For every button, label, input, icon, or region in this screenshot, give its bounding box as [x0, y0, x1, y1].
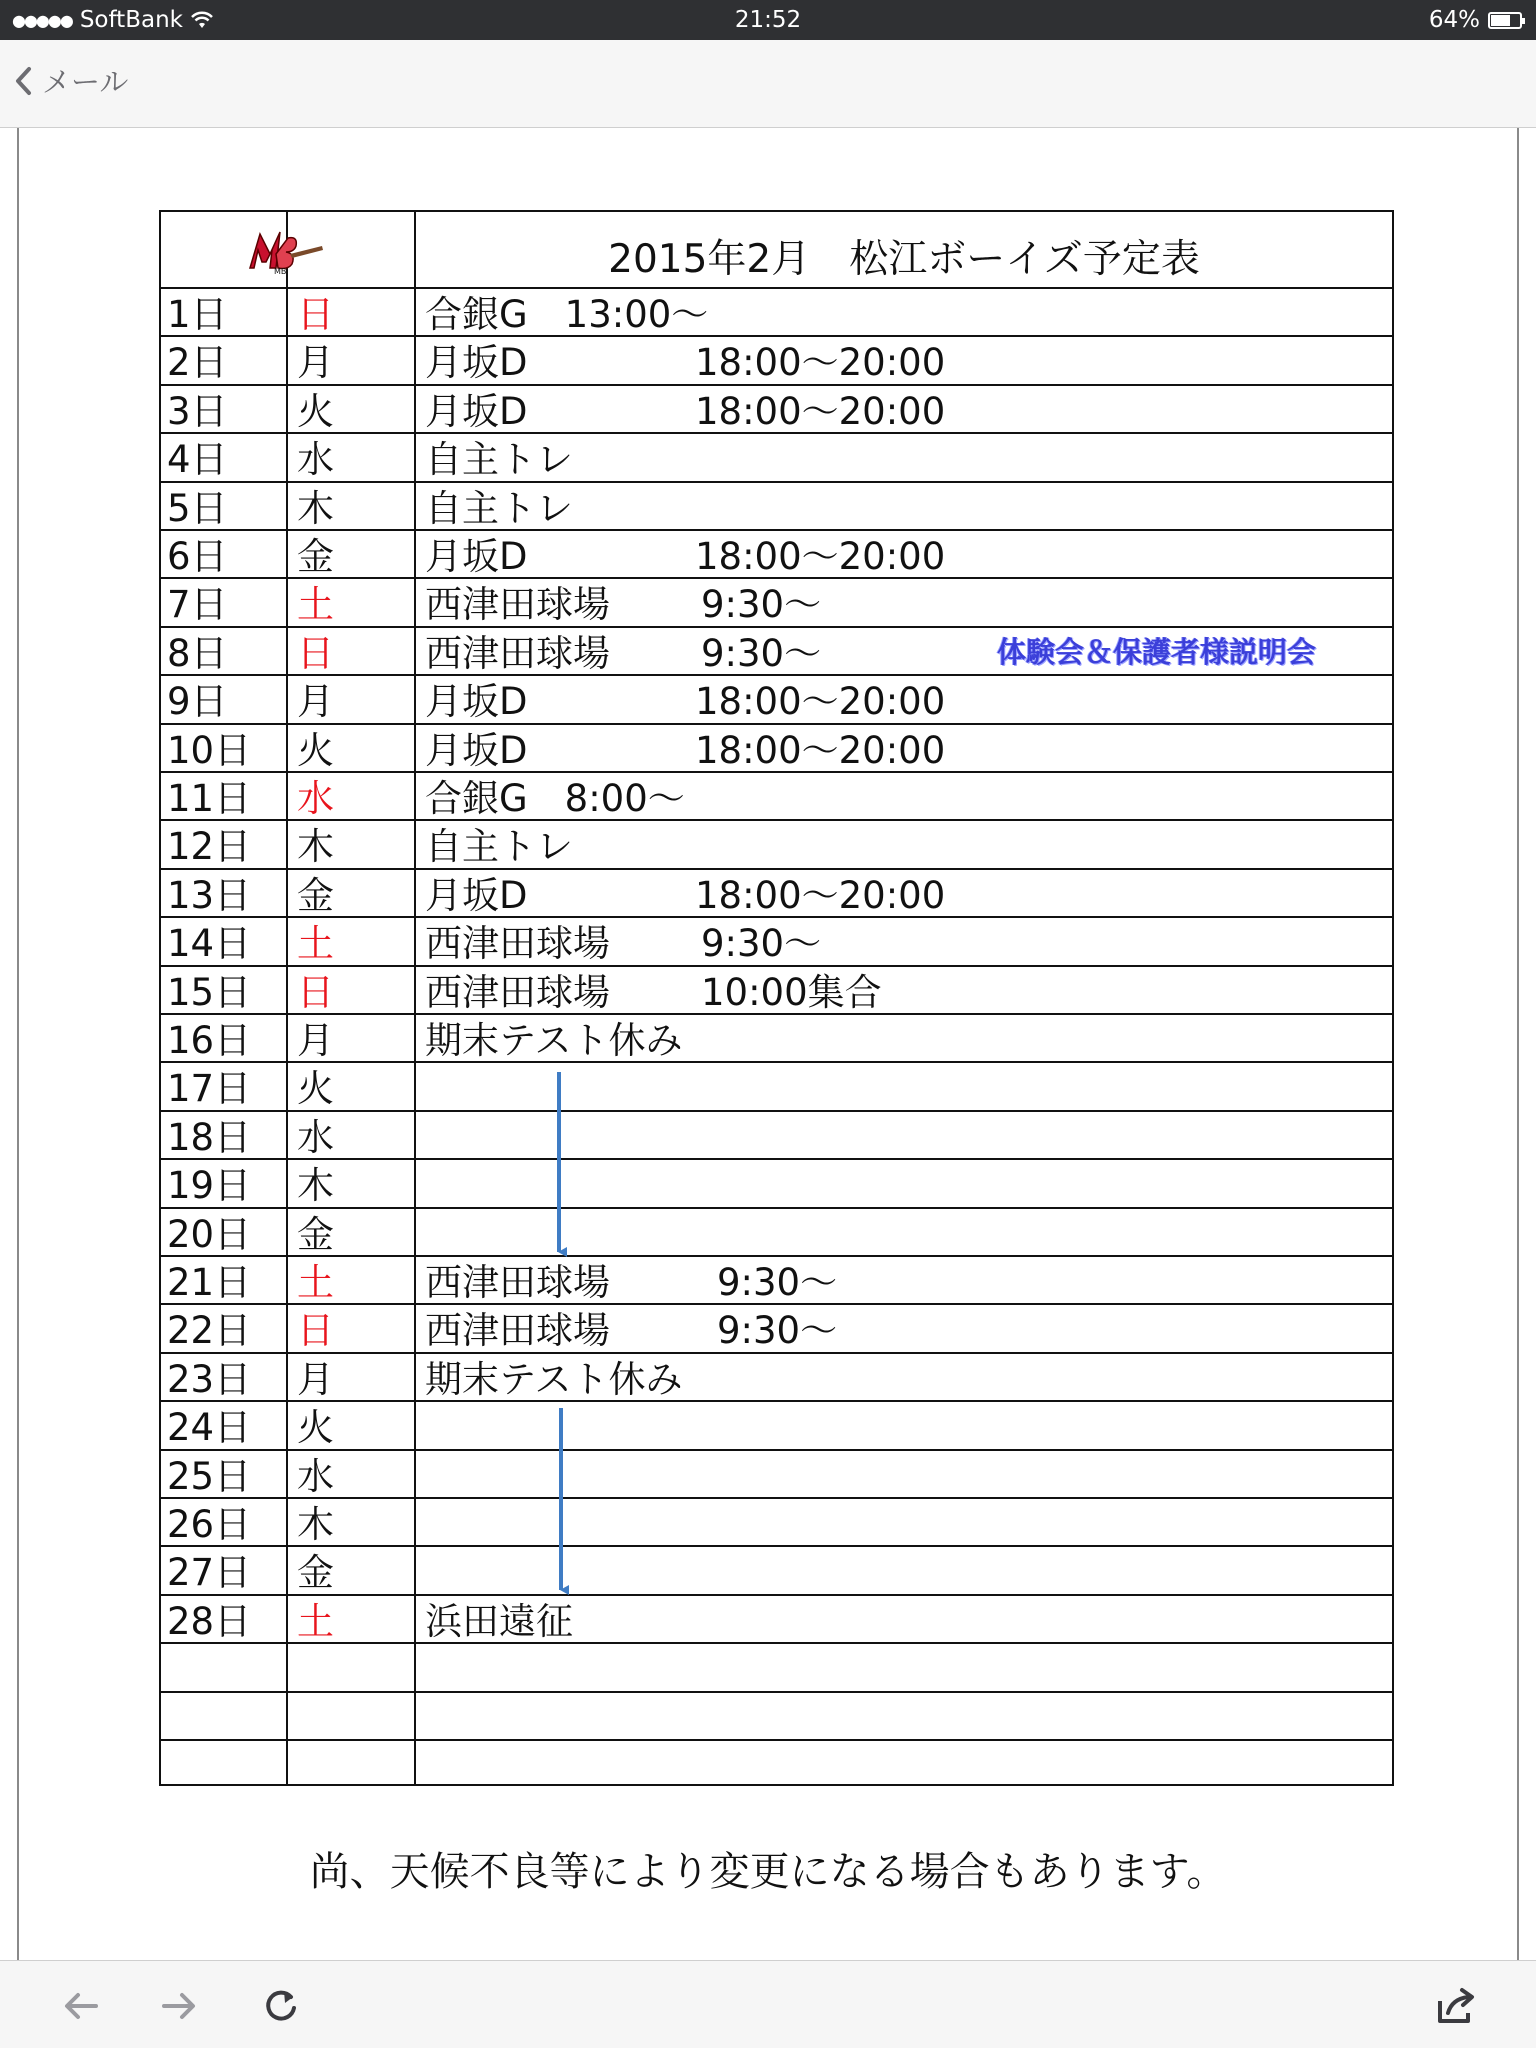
row-weekday: 木: [297, 486, 334, 530]
row-weekday: 火: [297, 1067, 334, 1111]
row-weekday: 月: [297, 1019, 334, 1062]
row-event: 期末テスト休み: [425, 1357, 683, 1401]
row-time: 18:00〜20:00: [695, 535, 946, 578]
back-button-label: メール: [42, 65, 129, 99]
row-time: 10:00集合: [701, 970, 882, 1014]
schedule-row: [161, 918, 1392, 966]
back-arrow-icon[interactable]: [58, 1983, 104, 2029]
row-weekday: 土: [297, 1599, 334, 1643]
row-date: 18日: [167, 1115, 252, 1159]
row-date: 24日: [167, 1406, 252, 1450]
row-event: 自主トレ: [425, 825, 573, 869]
row-date: 10日: [167, 728, 252, 772]
schedule-row: [161, 483, 1392, 531]
schedule-row: [161, 579, 1392, 627]
schedule-row: [161, 676, 1392, 724]
reload-icon[interactable]: [258, 1983, 304, 2029]
row-date: 12日: [167, 825, 252, 869]
row-event: 月坂D: [425, 873, 528, 917]
row-time: 18:00〜20:00: [695, 680, 946, 724]
row-weekday: 水: [297, 1115, 334, 1159]
signal-strength-icon: ●●●●●: [12, 10, 72, 30]
row-date: 23日: [167, 1357, 252, 1401]
row-time: 18:00〜20:00: [695, 728, 946, 772]
row-date: 8日: [167, 631, 228, 675]
battery-percent: 64%: [1428, 7, 1480, 33]
schedule-row: [161, 1209, 1392, 1257]
schedule-row: [161, 1451, 1392, 1499]
row-weekday: 木: [297, 1503, 334, 1546]
row-time: 9:30〜: [717, 1309, 838, 1353]
row-time: 18:00〜20:00: [695, 389, 946, 433]
schedule-row: [161, 337, 1392, 385]
row-event: 月坂D: [425, 535, 528, 578]
row-weekday: 土: [297, 922, 334, 966]
row-date: 6日: [167, 535, 228, 578]
row-time: 9:30〜: [701, 922, 822, 966]
schedule-title: 2015年2月 松江ボーイズ予定表: [608, 237, 1200, 282]
row-date: 28日: [167, 1599, 252, 1643]
battery-icon: [1488, 12, 1522, 29]
row-weekday: 火: [297, 728, 334, 772]
row-date: 11日: [167, 777, 252, 820]
row-weekday: 日: [297, 1309, 334, 1353]
row-weekday: 日: [297, 970, 334, 1014]
status-bar: [0, 0, 1536, 40]
row-event: 月坂D: [425, 728, 528, 772]
row-weekday: 金: [297, 1551, 334, 1595]
forward-arrow-icon[interactable]: [156, 1983, 202, 2029]
row-weekday: 月: [297, 341, 334, 385]
schedule-row: [161, 289, 1392, 337]
row-weekday: 月: [297, 680, 334, 724]
row-weekday: 水: [297, 438, 334, 482]
row-event: 西津田球場: [425, 583, 610, 627]
schedule-row: [161, 1644, 1392, 1692]
row-date: 26日: [167, 1503, 252, 1546]
row-time: 18:00〜20:00: [695, 341, 946, 385]
row-date: 27日: [167, 1551, 252, 1595]
nav-bar: [0, 40, 1536, 128]
footer-note: 尚、天候不良等により変更になる場合もあります。: [309, 1849, 1227, 1895]
row-date: 19日: [167, 1164, 252, 1208]
schedule-row: [161, 1257, 1392, 1305]
row-weekday: 金: [297, 1212, 334, 1256]
row-date: 9日: [167, 680, 228, 724]
row-event: 月坂D: [425, 341, 528, 385]
row-date: 13日: [167, 873, 252, 917]
row-time: 18:00〜20:00: [695, 873, 946, 917]
schedule-row: [161, 1596, 1392, 1644]
row-weekday: 水: [297, 1454, 334, 1498]
row-event: 合銀G 8:00〜: [425, 777, 685, 820]
row-date: 2日: [167, 341, 228, 385]
row-weekday: 日: [297, 293, 334, 336]
schedule-row: [161, 773, 1392, 821]
row-date: 1日: [167, 293, 228, 336]
row-weekday: 金: [297, 873, 334, 917]
bottom-toolbar: [0, 1960, 1536, 2048]
row-weekday: 土: [297, 1261, 334, 1304]
share-icon[interactable]: [1432, 1983, 1478, 2029]
battery-status: [1429, 7, 1522, 33]
row-weekday: 火: [297, 1406, 334, 1450]
row-date: 4日: [167, 438, 228, 482]
row-weekday: 日: [297, 631, 334, 675]
row-date: 14日: [167, 922, 252, 966]
schedule-table: [159, 210, 1394, 1786]
row-date: 21日: [167, 1261, 252, 1304]
schedule-row: [161, 1354, 1392, 1402]
row-event: 西津田球場: [425, 970, 610, 1014]
schedule-row: [161, 1499, 1392, 1547]
row-event: 西津田球場: [425, 631, 610, 675]
schedule-row: [161, 628, 1392, 676]
row-date: 16日: [167, 1019, 252, 1062]
row-event: 合銀G 13:00〜: [425, 293, 709, 336]
table-header-row: [161, 212, 1392, 289]
schedule-row: [161, 1547, 1392, 1595]
schedule-row: [161, 1305, 1392, 1353]
schedule-row: [161, 1160, 1392, 1208]
row-event: 月坂D: [425, 389, 528, 433]
row-event: 浜田遠征: [425, 1599, 573, 1643]
schedule-row: [161, 1063, 1392, 1111]
row-note: 体験会＆保護者様説明会: [997, 634, 1317, 669]
row-weekday: 土: [297, 583, 334, 627]
schedule-row: [161, 821, 1392, 869]
back-to-mail-button[interactable]: [14, 60, 128, 101]
schedule-row: [161, 531, 1392, 579]
row-time: 9:30〜: [701, 631, 822, 675]
row-weekday: 金: [297, 535, 334, 578]
schedule-row: [161, 434, 1392, 482]
row-event: 自主トレ: [425, 438, 573, 482]
row-date: 20日: [167, 1212, 252, 1256]
row-date: 3日: [167, 389, 228, 433]
row-time: 9:30〜: [717, 1261, 838, 1304]
team-logo-icon: [246, 224, 326, 276]
schedule-row: [161, 870, 1392, 918]
carrier-name: SoftBank: [79, 7, 183, 33]
schedule-row: [161, 1402, 1392, 1450]
schedule-row: [161, 386, 1392, 434]
row-date: 17日: [167, 1067, 252, 1111]
status-time: 21:52: [734, 7, 802, 33]
row-event: 西津田球場: [425, 1309, 610, 1353]
row-weekday: 木: [297, 825, 334, 869]
row-event: 月坂D: [425, 680, 528, 724]
row-date: 5日: [167, 486, 228, 530]
row-time: 9:30〜: [701, 583, 822, 627]
schedule-row: [161, 1015, 1392, 1063]
schedule-row: [161, 1741, 1392, 1789]
row-weekday: 水: [297, 777, 334, 820]
schedule-row: [161, 967, 1392, 1015]
schedule-row: [161, 725, 1392, 773]
row-date: 7日: [167, 583, 228, 627]
row-weekday: 木: [297, 1164, 334, 1208]
row-event: 西津田球場: [425, 922, 610, 966]
row-date: 15日: [167, 970, 252, 1014]
schedule-row: [161, 1112, 1392, 1160]
row-event: 西津田球場: [425, 1261, 610, 1304]
row-date: 25日: [167, 1454, 252, 1498]
chevron-left-icon: [14, 66, 32, 96]
row-date: 22日: [167, 1309, 252, 1353]
row-event: 期末テスト休み: [425, 1019, 683, 1062]
row-weekday: 月: [297, 1357, 334, 1401]
row-event: 自主トレ: [425, 486, 573, 530]
row-weekday: 火: [297, 389, 334, 433]
schedule-row: [161, 1693, 1392, 1741]
svg-text:MB: MB: [274, 267, 287, 276]
